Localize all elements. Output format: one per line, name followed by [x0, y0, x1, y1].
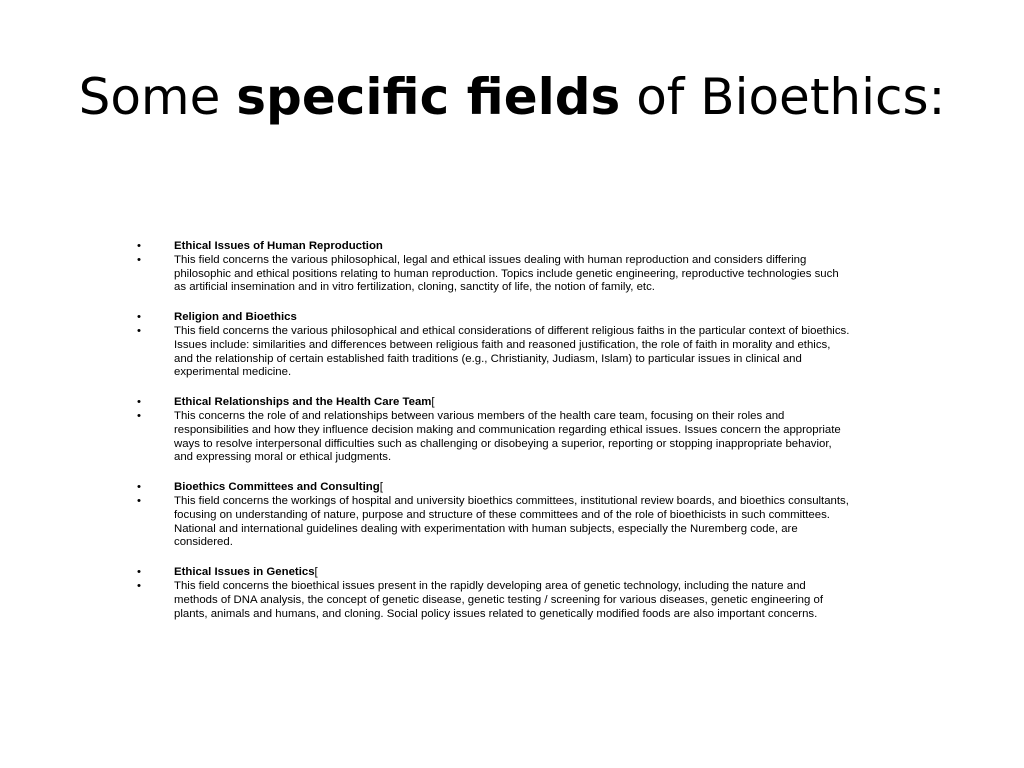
section-body-text: This field concerns the various philosophical, legal and ethical issues dealing with human reproduction and considers differing philosophic and ethical positions relating to human reproduction. Topics include genetic engineering, reproductive technologies such as artificial insemination and in vitro fertilization, cloning, sanctity of life, the notion of family, etc. — [174, 253, 839, 294]
section-heading-suffix: [ — [379, 481, 383, 494]
section-body — [132, 410, 852, 465]
bullet-icon: • — [137, 240, 141, 252]
section-body — [132, 254, 852, 295]
section-body — [132, 495, 852, 550]
section-body-text: This field concerns the various philosophical and ethical considerations of different religious faiths in the particular context of bioethics. Issues include: similarities and differences between religious faith and reasoned justification, the role of faith in morality and ethics, and the relationship of certain established faith traditions (e.g., Christianity, Judiasm, Islam) to particular issues in clinical and experimental medicine. — [174, 324, 850, 379]
section-heading — [132, 481, 852, 495]
section-body-text: This concerns the role of and relationships between various members of the health care team, focusing on their roles and responsibilities and how they influence decision making and communication regarding ethical issues. Issues concern the appropriate ways to resolve interpersonal difficulties such as challenging or disobeying a superior, reporting or stopping inappropriate behavior, and expressing moral or ethical judgments. — [174, 409, 841, 464]
title-prefix: Some — [78, 68, 237, 126]
slide-title — [0, 62, 1024, 132]
section-heading-text: Ethical Relationships and the Health Care Team — [174, 396, 432, 409]
section-heading-suffix: [ — [431, 396, 435, 409]
section-heading — [132, 396, 852, 410]
bullet-icon: • — [137, 409, 141, 422]
bullet-icon: • — [137, 494, 141, 507]
section-body — [132, 325, 852, 380]
title-suffix: of Bioethics: — [620, 68, 946, 126]
section-gap — [132, 380, 852, 396]
section-heading-text: Religion and Bioethics — [174, 311, 297, 324]
bullet-icon: • — [137, 311, 141, 324]
section-body-text: This field concerns the bioethical issues present in the rapidly developing area of genetic technology, including the nature and methods of DNA analysis, the concept of genetic disease, genetic testing / screening for various diseases, genetic engineering of plants, animals and humans, and cloning. Social policy issues related to genetically modified foods are also important concerns. — [174, 579, 824, 620]
section-heading-text: Ethical Issues of Human Reproduction — [174, 240, 383, 252]
section-heading-text: Ethical Issues in Genetics — [174, 566, 315, 579]
bullet-list — [132, 240, 852, 621]
section-body-text: This field concerns the workings of hospital and university bioethics committees, institutional review boards, and bioethics consultants, focusing on understanding of nature, purpose and structure of these committees and of the role of bioethicists in such committees. National and international guidelines dealing with experimentation with human subjects, especially the Nuremberg code, are considered. — [174, 494, 849, 549]
section-gap — [132, 295, 852, 311]
section-gap — [132, 465, 852, 481]
section-gap — [132, 550, 852, 566]
section-heading-text: Bioethics Committees and Consulting — [174, 481, 380, 494]
bullet-icon: • — [137, 396, 141, 409]
bullet-icon: • — [137, 481, 141, 494]
bullet-icon: • — [137, 579, 141, 592]
title-bold: specific fields — [236, 68, 621, 126]
section-heading — [132, 240, 852, 254]
section-heading-suffix: [ — [314, 566, 318, 579]
bullet-icon: • — [137, 253, 141, 266]
bullet-icon: • — [137, 324, 141, 337]
section-body — [132, 580, 852, 621]
section-heading — [132, 566, 852, 580]
section-heading — [132, 311, 852, 325]
bullet-icon: • — [137, 566, 141, 579]
